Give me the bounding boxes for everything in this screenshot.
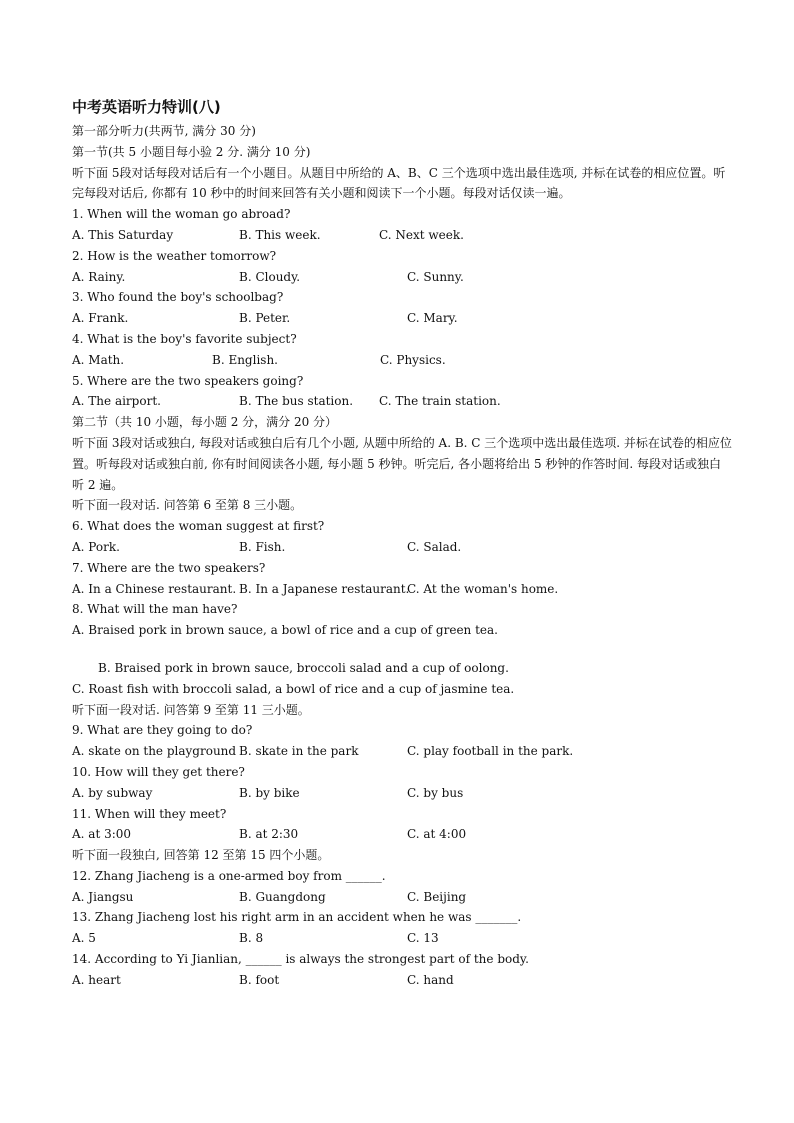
option-a: A. skate on the playground — [72, 744, 237, 759]
question-10-options — [72, 783, 732, 804]
option-c: C. Salad. — [407, 539, 462, 554]
question-2-options — [72, 267, 732, 288]
question-2: 2. How is the weather tomorrow? — [72, 248, 277, 263]
section1-instructions: 听下面 5段对话每段对话后有一个小题目。从题目中所给的 A、B、C 三个选项中选出最佳选项, 并标在试卷的相应位置。听完每段对话后, 你都有 10 秒中的时间来回答有关小题和阅读下一个小题。每段对话仅读一遍。 — [72, 165, 726, 201]
section2-instructions: 听下面 3段对话或独白, 每段对话或独白后有几个小题, 从题中所给的 A. B. C 三个选项中选出最佳选项. 并标在试卷的相应位置。听每段对话或独白前, 你有时间阅读各小题, 每小题 5 秒钟。听完后, 各小题将给出 5 秒钟的作答时间. 每段对话或独白听 2 遍。 — [72, 435, 732, 492]
option-b: B. This week. — [239, 227, 321, 242]
question-6-options — [72, 537, 732, 558]
question-14-options — [72, 970, 732, 991]
question-10: 10. How will they get there? — [72, 764, 245, 779]
option-c: C. At the woman's home. — [407, 581, 559, 596]
option-a: A. Rainy. — [72, 269, 126, 284]
page-title: 中考英语听力特训(八) — [72, 98, 221, 116]
option-b: B. Braised pork in brown sauce, broccoli salad and a cup of oolong. — [98, 660, 509, 675]
question-8: 8. What will the man have? — [72, 602, 238, 617]
option-b: B. Peter. — [239, 311, 291, 326]
question-11: 11. When will they meet? — [72, 806, 227, 821]
option-c: C. by bus — [407, 785, 464, 800]
monologue-intro: 听下面一段独白, 回答第 12 至第 15 四个小题。 — [72, 848, 330, 863]
option-c: C. hand — [407, 972, 454, 987]
option-b: B. by bike — [239, 785, 300, 800]
option-a: A. at 3:00 — [72, 827, 132, 842]
option-a: A. 5 — [72, 931, 96, 946]
question-9: 9. What are they going to do? — [72, 723, 253, 738]
option-a: A. Math. — [72, 352, 125, 367]
question-12: 12. Zhang Jiacheng is a one-armed boy from ______. — [72, 868, 386, 883]
question-5: 5. Where are the two speakers going? — [72, 373, 304, 388]
option-c: C. Mary. — [407, 311, 458, 326]
option-b: B. English. — [212, 352, 278, 367]
option-a: A. heart — [72, 972, 121, 987]
question-11-options — [72, 824, 732, 845]
question-13: 13. Zhang Jiacheng lost his right arm in an accident when he was _______. — [72, 910, 522, 925]
option-a: A. Braised pork in brown sauce, a bowl of rice and a cup of green tea. — [72, 623, 498, 638]
option-a: A. In a Chinese restaurant. — [72, 581, 237, 596]
option-c: C. at 4:00 — [407, 827, 467, 842]
question-3: 3. Who found the boy's schoolbag? — [72, 290, 284, 305]
option-b: B. The bus station. — [239, 394, 354, 409]
question-3-options — [72, 308, 732, 329]
question-4: 4. What is the boy's favorite subject? — [72, 331, 297, 346]
option-b: B. at 2:30 — [239, 827, 299, 842]
option-c: C. Beijing — [407, 889, 467, 904]
option-b: B. skate in the park — [239, 744, 359, 759]
option-a: A. Jiangsu — [72, 889, 134, 904]
question-1: 1. When will the woman go abroad? — [72, 207, 291, 222]
option-a: A. by subway — [72, 785, 153, 800]
question-7: 7. Where are the two speakers? — [72, 560, 266, 575]
option-c: C. Physics. — [380, 352, 446, 367]
option-a: A. Frank. — [72, 311, 129, 326]
section2-heading: 第二节（共 10 小题，每小题 2 分，满分 20 分） — [72, 415, 338, 430]
option-c: C. Next week. — [379, 227, 464, 242]
option-b: B. Cloudy. — [239, 269, 301, 284]
dialogue1-intro: 听下面一段对话. 问答第 6 至第 8 三小题。 — [72, 498, 303, 513]
option-c: C. The train station. — [379, 394, 501, 409]
question-9-options — [72, 741, 732, 762]
question-6: 6. What does the woman suggest at first? — [72, 519, 325, 534]
question-12-options — [72, 887, 732, 908]
question-7-options — [72, 579, 732, 600]
option-b: B. In a Japanese restaurant. — [239, 581, 410, 596]
dialogue2-intro: 听下面一段对话. 问答第 9 至第 11 三小题。 — [72, 702, 310, 717]
section1-heading: 第一节(共 5 小题目每小验 2 分. 满分 10 分) — [72, 144, 311, 159]
question-4-options — [72, 350, 732, 371]
option-b: B. Fish. — [239, 539, 286, 554]
option-a: A. This Saturday — [72, 227, 174, 242]
option-a: A. The airport. — [72, 394, 161, 409]
option-b: B. foot — [239, 972, 280, 987]
question-13-options — [72, 928, 732, 949]
option-c: C. Roast fish with broccoli salad, a bowl of rice and a cup of jasmine tea. — [72, 681, 515, 696]
question-1-options — [72, 225, 732, 246]
exam-page — [72, 97, 732, 991]
part1-heading: 第一部分听力(共两节, 满分 30 分) — [72, 124, 256, 138]
option-c: C. Sunny. — [407, 269, 464, 284]
question-14: 14. According to Yi Jianlian, ______ is always the strongest part of the body. — [72, 952, 529, 967]
option-b: B. 8 — [239, 931, 264, 946]
option-a: A. Pork. — [72, 539, 120, 554]
option-c: C. play football in the park. — [407, 744, 574, 759]
question-5-options — [72, 391, 732, 412]
option-c: C. 13 — [407, 931, 439, 946]
option-b: B. Guangdong — [239, 889, 326, 904]
